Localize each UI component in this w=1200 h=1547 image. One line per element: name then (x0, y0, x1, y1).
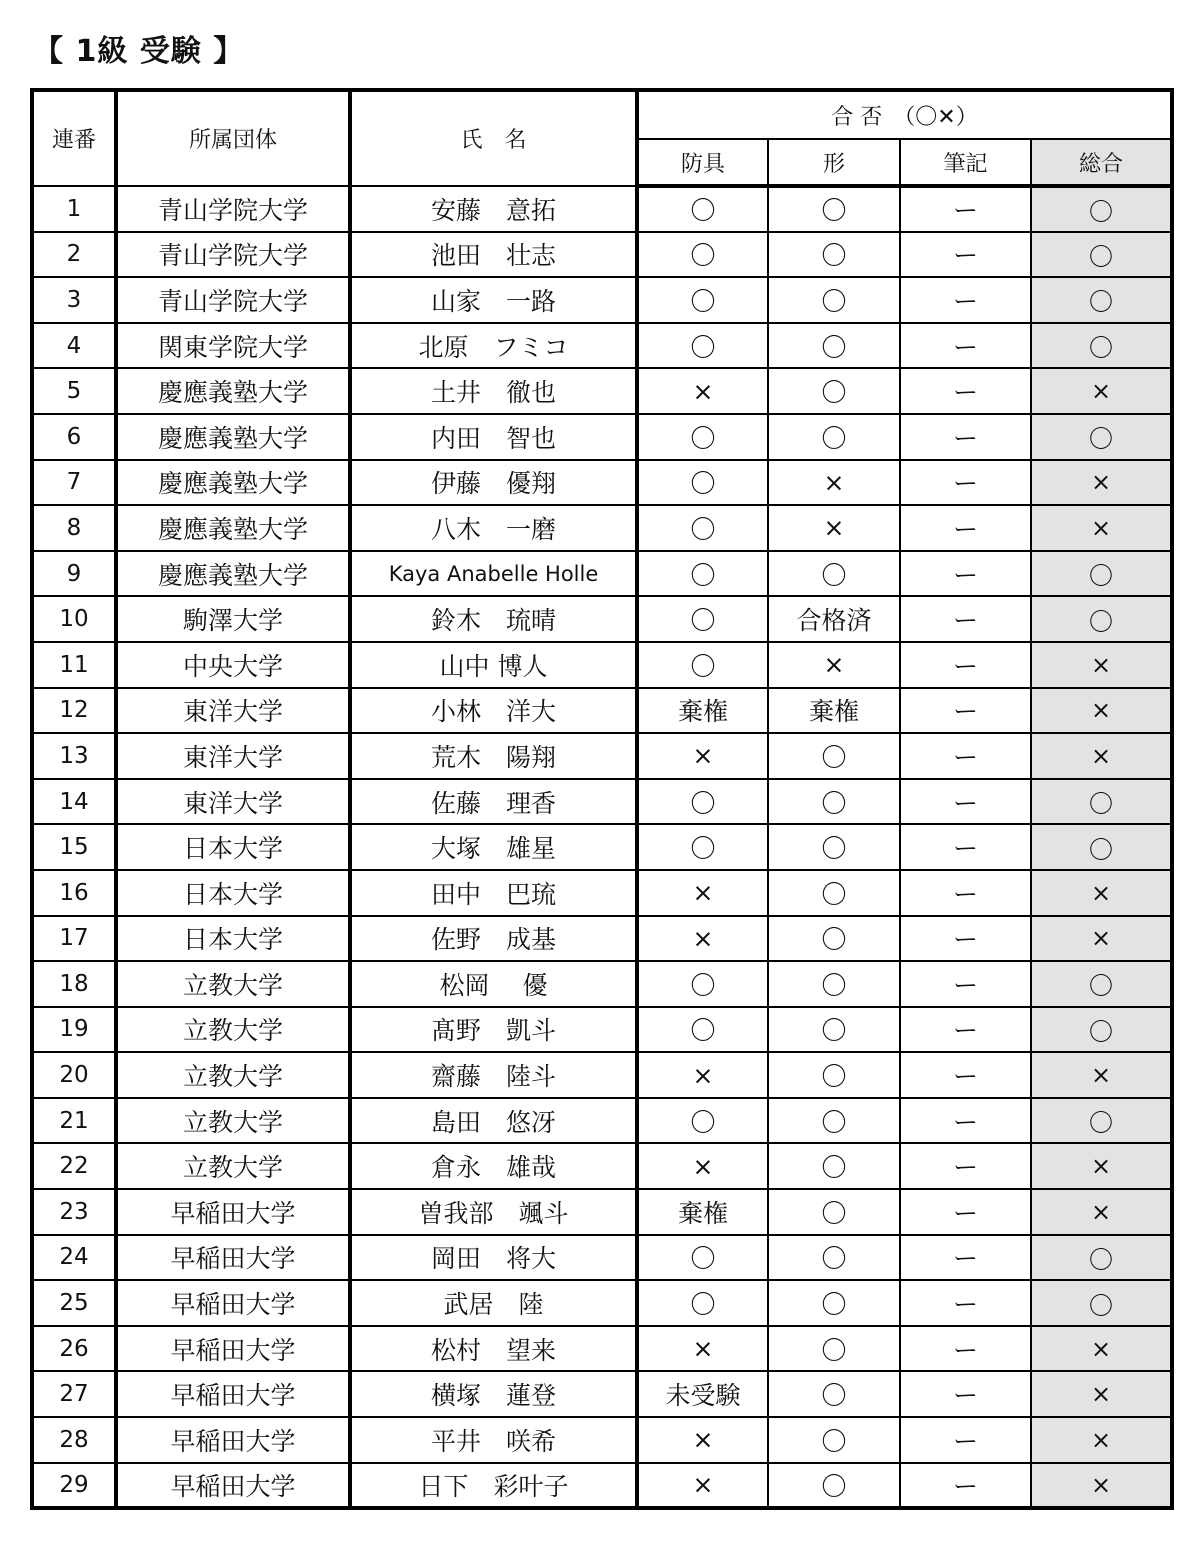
table-row (32, 1463, 1172, 1509)
cell-sogo: × (1031, 505, 1172, 551)
table-row (32, 414, 1172, 460)
cell-name: 安藤 意拓 (350, 186, 637, 232)
cell-name: Kaya Anabelle Holle (350, 551, 637, 597)
cell-hikki: ー (900, 414, 1031, 460)
cell-bogu: 〇 (637, 1007, 768, 1053)
cell-number: 18 (32, 961, 116, 1007)
cell-bogu: × (637, 1463, 768, 1509)
table-row (32, 1007, 1172, 1053)
cell-sogo: × (1031, 916, 1172, 962)
cell-sogo: 〇 (1031, 323, 1172, 369)
table-row (32, 596, 1172, 642)
cell-number: 7 (32, 460, 116, 506)
cell-bogu: 〇 (637, 642, 768, 688)
cell-name: 小林 洋大 (350, 688, 637, 734)
cell-number: 12 (32, 688, 116, 734)
cell-kata: 〇 (768, 1052, 900, 1098)
cell-number: 2 (32, 232, 116, 278)
cell-hikki: ー (900, 779, 1031, 825)
cell-org: 立教大学 (116, 1007, 350, 1053)
page-title: 【 1級 受験 】 (33, 34, 245, 69)
cell-org: 中央大学 (116, 642, 350, 688)
cell-kata: 〇 (768, 414, 900, 460)
cell-sogo: × (1031, 733, 1172, 779)
cell-number: 16 (32, 870, 116, 916)
cell-sogo: 〇 (1031, 232, 1172, 278)
table-row (32, 1052, 1172, 1098)
cell-name: 武居 陸 (350, 1280, 637, 1326)
table-row (32, 551, 1172, 597)
cell-bogu: 〇 (637, 551, 768, 597)
cell-kata: 〇 (768, 1326, 900, 1372)
cell-bogu: 〇 (637, 961, 768, 1007)
cell-name: 島田 悠冴 (350, 1098, 637, 1144)
cell-number: 27 (32, 1371, 116, 1417)
header-org: 所属団体 (116, 90, 350, 186)
cell-hikki: ー (900, 1326, 1031, 1372)
cell-hikki: ー (900, 1189, 1031, 1235)
cell-org: 青山学院大学 (116, 277, 350, 323)
cell-org: 青山学院大学 (116, 186, 350, 232)
cell-sogo: × (1031, 1463, 1172, 1509)
cell-kata: 〇 (768, 1143, 900, 1189)
table-row (32, 232, 1172, 278)
cell-kata: 〇 (768, 1235, 900, 1281)
cell-number: 1 (32, 186, 116, 232)
cell-number: 15 (32, 824, 116, 870)
cell-bogu: 〇 (637, 596, 768, 642)
cell-org: 関東学院大学 (116, 323, 350, 369)
table-row (32, 277, 1172, 323)
cell-hikki: ー (900, 1052, 1031, 1098)
cell-hikki: ー (900, 186, 1031, 232)
cell-hikki: ー (900, 368, 1031, 414)
cell-number: 17 (32, 916, 116, 962)
cell-name: 伊藤 優翔 (350, 460, 637, 506)
cell-name: 田中 巴琉 (350, 870, 637, 916)
cell-bogu: × (637, 870, 768, 916)
cell-bogu: × (637, 1052, 768, 1098)
cell-kata: 〇 (768, 961, 900, 1007)
cell-hikki: ー (900, 460, 1031, 506)
cell-org: 慶應義塾大学 (116, 551, 350, 597)
cell-bogu: 〇 (637, 1235, 768, 1281)
cell-bogu: × (637, 733, 768, 779)
cell-bogu: × (637, 1143, 768, 1189)
cell-bogu: 〇 (637, 1098, 768, 1144)
cell-number: 11 (32, 642, 116, 688)
table-row (32, 1189, 1172, 1235)
cell-sogo: 〇 (1031, 961, 1172, 1007)
table-row (32, 916, 1172, 962)
table-row (32, 1326, 1172, 1372)
cell-bogu: 〇 (637, 824, 768, 870)
cell-org: 立教大学 (116, 961, 350, 1007)
cell-bogu: 〇 (637, 779, 768, 825)
table-row (32, 1235, 1172, 1281)
cell-number: 22 (32, 1143, 116, 1189)
cell-org: 立教大学 (116, 1143, 350, 1189)
cell-name: 池田 壮志 (350, 232, 637, 278)
table-row (32, 961, 1172, 1007)
cell-sogo: × (1031, 368, 1172, 414)
cell-hikki: ー (900, 505, 1031, 551)
cell-name: 平井 咲希 (350, 1417, 637, 1463)
cell-kata: 〇 (768, 1189, 900, 1235)
cell-hikki: ー (900, 1098, 1031, 1144)
cell-org: 慶應義塾大学 (116, 460, 350, 506)
table-row (32, 1098, 1172, 1144)
cell-number: 3 (32, 277, 116, 323)
cell-sogo: 〇 (1031, 1280, 1172, 1326)
cell-sogo: × (1031, 460, 1172, 506)
cell-org: 日本大学 (116, 916, 350, 962)
cell-number: 4 (32, 323, 116, 369)
table-row (32, 733, 1172, 779)
cell-number: 29 (32, 1463, 116, 1509)
cell-number: 23 (32, 1189, 116, 1235)
cell-name: 八木 一磨 (350, 505, 637, 551)
cell-number: 25 (32, 1280, 116, 1326)
cell-hikki: ー (900, 870, 1031, 916)
cell-bogu: 〇 (637, 1280, 768, 1326)
header-kata: 形 (768, 139, 900, 186)
cell-bogu: 〇 (637, 323, 768, 369)
table-row (32, 1280, 1172, 1326)
cell-org: 青山学院大学 (116, 232, 350, 278)
cell-kata: 〇 (768, 1007, 900, 1053)
header-hikki: 筆記 (900, 139, 1031, 186)
cell-org: 東洋大学 (116, 779, 350, 825)
cell-sogo: 〇 (1031, 277, 1172, 323)
cell-sogo: 〇 (1031, 1007, 1172, 1053)
cell-number: 8 (32, 505, 116, 551)
cell-org: 早稲田大学 (116, 1189, 350, 1235)
cell-hikki: ー (900, 688, 1031, 734)
cell-hikki: ー (900, 232, 1031, 278)
cell-org: 慶應義塾大学 (116, 368, 350, 414)
header-result-label: 合 否 （〇 (831, 104, 938, 130)
cell-org: 立教大学 (116, 1098, 350, 1144)
cell-hikki: ー (900, 323, 1031, 369)
cell-kata: 〇 (768, 870, 900, 916)
cell-org: 駒澤大学 (116, 596, 350, 642)
cell-kata: 〇 (768, 1463, 900, 1509)
cell-bogu: × (637, 1417, 768, 1463)
cell-sogo: × (1031, 1371, 1172, 1417)
cell-sogo: × (1031, 1417, 1172, 1463)
cell-kata: 〇 (768, 779, 900, 825)
cell-kata: 〇 (768, 323, 900, 369)
cell-org: 東洋大学 (116, 688, 350, 734)
table-row (32, 1143, 1172, 1189)
cell-kata: 〇 (768, 368, 900, 414)
table-row (32, 779, 1172, 825)
cell-org: 早稲田大学 (116, 1417, 350, 1463)
cell-kata: 〇 (768, 1280, 900, 1326)
cell-org: 早稲田大学 (116, 1235, 350, 1281)
cell-name: 山中 博人 (350, 642, 637, 688)
cell-org: 日本大学 (116, 824, 350, 870)
cell-number: 24 (32, 1235, 116, 1281)
cell-name: 佐野 成基 (350, 916, 637, 962)
cell-kata: 〇 (768, 733, 900, 779)
table-row (32, 368, 1172, 414)
cell-kata: 〇 (768, 824, 900, 870)
cell-name: 日下 彩叶子 (350, 1463, 637, 1509)
cell-kata: 〇 (768, 1417, 900, 1463)
cell-hikki: ー (900, 733, 1031, 779)
cell-kata: 〇 (768, 1098, 900, 1144)
cell-sogo: × (1031, 688, 1172, 734)
cell-bogu: 〇 (637, 277, 768, 323)
cell-hikki: ー (900, 1280, 1031, 1326)
cell-name: 内田 智也 (350, 414, 637, 460)
cell-sogo: × (1031, 870, 1172, 916)
cell-kata: 〇 (768, 1371, 900, 1417)
cell-bogu: 〇 (637, 414, 768, 460)
cell-kata: × (768, 460, 900, 506)
cell-hikki: ー (900, 551, 1031, 597)
table-row (32, 1371, 1172, 1417)
cell-kata: 〇 (768, 232, 900, 278)
cell-hikki: ー (900, 916, 1031, 962)
header-number: 連番 (32, 90, 116, 186)
cell-name: 土井 徹也 (350, 368, 637, 414)
cell-bogu: × (637, 916, 768, 962)
table-row (32, 642, 1172, 688)
cell-name: 北原 フミコ (350, 323, 637, 369)
cell-name: 齋藤 陸斗 (350, 1052, 637, 1098)
cell-bogu: × (637, 1326, 768, 1372)
cell-sogo: 〇 (1031, 824, 1172, 870)
cell-bogu: × (637, 368, 768, 414)
cell-bogu: 〇 (637, 505, 768, 551)
header-bogu: 防具 (637, 139, 768, 186)
cell-kata: 〇 (768, 551, 900, 597)
cell-bogu: 棄権 (637, 1189, 768, 1235)
cell-name: 松村 望来 (350, 1326, 637, 1372)
cell-hikki: ー (900, 277, 1031, 323)
cell-sogo: × (1031, 1189, 1172, 1235)
header-row (32, 90, 1172, 139)
header-sogo: 総合 (1031, 139, 1172, 186)
cell-kata: × (768, 642, 900, 688)
cell-kata: 合格済 (768, 596, 900, 642)
table-row (32, 460, 1172, 506)
cell-bogu: 未受験 (637, 1371, 768, 1417)
cell-bogu: 〇 (637, 460, 768, 506)
cell-hikki: ー (900, 961, 1031, 1007)
cell-number: 10 (32, 596, 116, 642)
cell-hikki: ー (900, 1417, 1031, 1463)
cell-hikki: ー (900, 1007, 1031, 1053)
table-row (32, 505, 1172, 551)
cell-hikki: ー (900, 642, 1031, 688)
cell-name: 曽我部 颯斗 (350, 1189, 637, 1235)
cell-hikki: ー (900, 596, 1031, 642)
cell-hikki: ー (900, 1371, 1031, 1417)
cell-kata: 〇 (768, 916, 900, 962)
cell-name: 鈴木 琉晴 (350, 596, 637, 642)
cell-org: 慶應義塾大学 (116, 505, 350, 551)
cell-bogu: 棄権 (637, 688, 768, 734)
table-row (32, 1417, 1172, 1463)
cell-name: 髙野 凱斗 (350, 1007, 637, 1053)
header-name: 氏 名 (350, 90, 637, 186)
cell-sogo: × (1031, 1326, 1172, 1372)
cell-name: 大塚 雄星 (350, 824, 637, 870)
cell-name: 松岡 優 (350, 961, 637, 1007)
cell-org: 早稲田大学 (116, 1326, 350, 1372)
cell-name: 山家 一路 (350, 277, 637, 323)
cell-sogo: 〇 (1031, 596, 1172, 642)
cell-number: 6 (32, 414, 116, 460)
cell-kata: 〇 (768, 186, 900, 232)
cell-sogo: 〇 (1031, 414, 1172, 460)
cell-org: 東洋大学 (116, 733, 350, 779)
cell-sogo: × (1031, 642, 1172, 688)
table-row (32, 323, 1172, 369)
cell-name: 荒木 陽翔 (350, 733, 637, 779)
cell-number: 21 (32, 1098, 116, 1144)
cell-org: 立教大学 (116, 1052, 350, 1098)
cell-kata: × (768, 505, 900, 551)
cell-org: 早稲田大学 (116, 1280, 350, 1326)
cell-name: 岡田 将大 (350, 1235, 637, 1281)
cell-number: 9 (32, 551, 116, 597)
cell-hikki: ー (900, 1143, 1031, 1189)
header-result-x: ✕ (937, 104, 956, 130)
cell-number: 13 (32, 733, 116, 779)
cell-sogo: × (1031, 1052, 1172, 1098)
cell-name: 佐藤 理香 (350, 779, 637, 825)
cell-org: 早稲田大学 (116, 1463, 350, 1509)
cell-sogo: 〇 (1031, 1235, 1172, 1281)
header-result-close: ） (955, 104, 978, 130)
table-row (32, 870, 1172, 916)
cell-sogo: 〇 (1031, 1098, 1172, 1144)
cell-kata: 棄権 (768, 688, 900, 734)
cell-sogo: 〇 (1031, 186, 1172, 232)
cell-number: 26 (32, 1326, 116, 1372)
table-row (32, 688, 1172, 734)
cell-name: 横塚 蓮登 (350, 1371, 637, 1417)
results-body (32, 186, 1172, 1508)
cell-org: 早稲田大学 (116, 1371, 350, 1417)
cell-name: 倉永 雄哉 (350, 1143, 637, 1189)
header-result-group (637, 90, 1172, 139)
cell-number: 5 (32, 368, 116, 414)
cell-org: 慶應義塾大学 (116, 414, 350, 460)
cell-number: 14 (32, 779, 116, 825)
cell-sogo: 〇 (1031, 551, 1172, 597)
cell-kata: 〇 (768, 277, 900, 323)
cell-hikki: ー (900, 1235, 1031, 1281)
cell-bogu: 〇 (637, 232, 768, 278)
table-row (32, 824, 1172, 870)
table-row (32, 186, 1172, 232)
results-table (30, 88, 1174, 1510)
cell-number: 28 (32, 1417, 116, 1463)
cell-number: 20 (32, 1052, 116, 1098)
cell-number: 19 (32, 1007, 116, 1053)
cell-bogu: 〇 (637, 186, 768, 232)
cell-org: 日本大学 (116, 870, 350, 916)
cell-hikki: ー (900, 824, 1031, 870)
cell-hikki: ー (900, 1463, 1031, 1509)
cell-sogo: 〇 (1031, 779, 1172, 825)
cell-sogo: × (1031, 1143, 1172, 1189)
